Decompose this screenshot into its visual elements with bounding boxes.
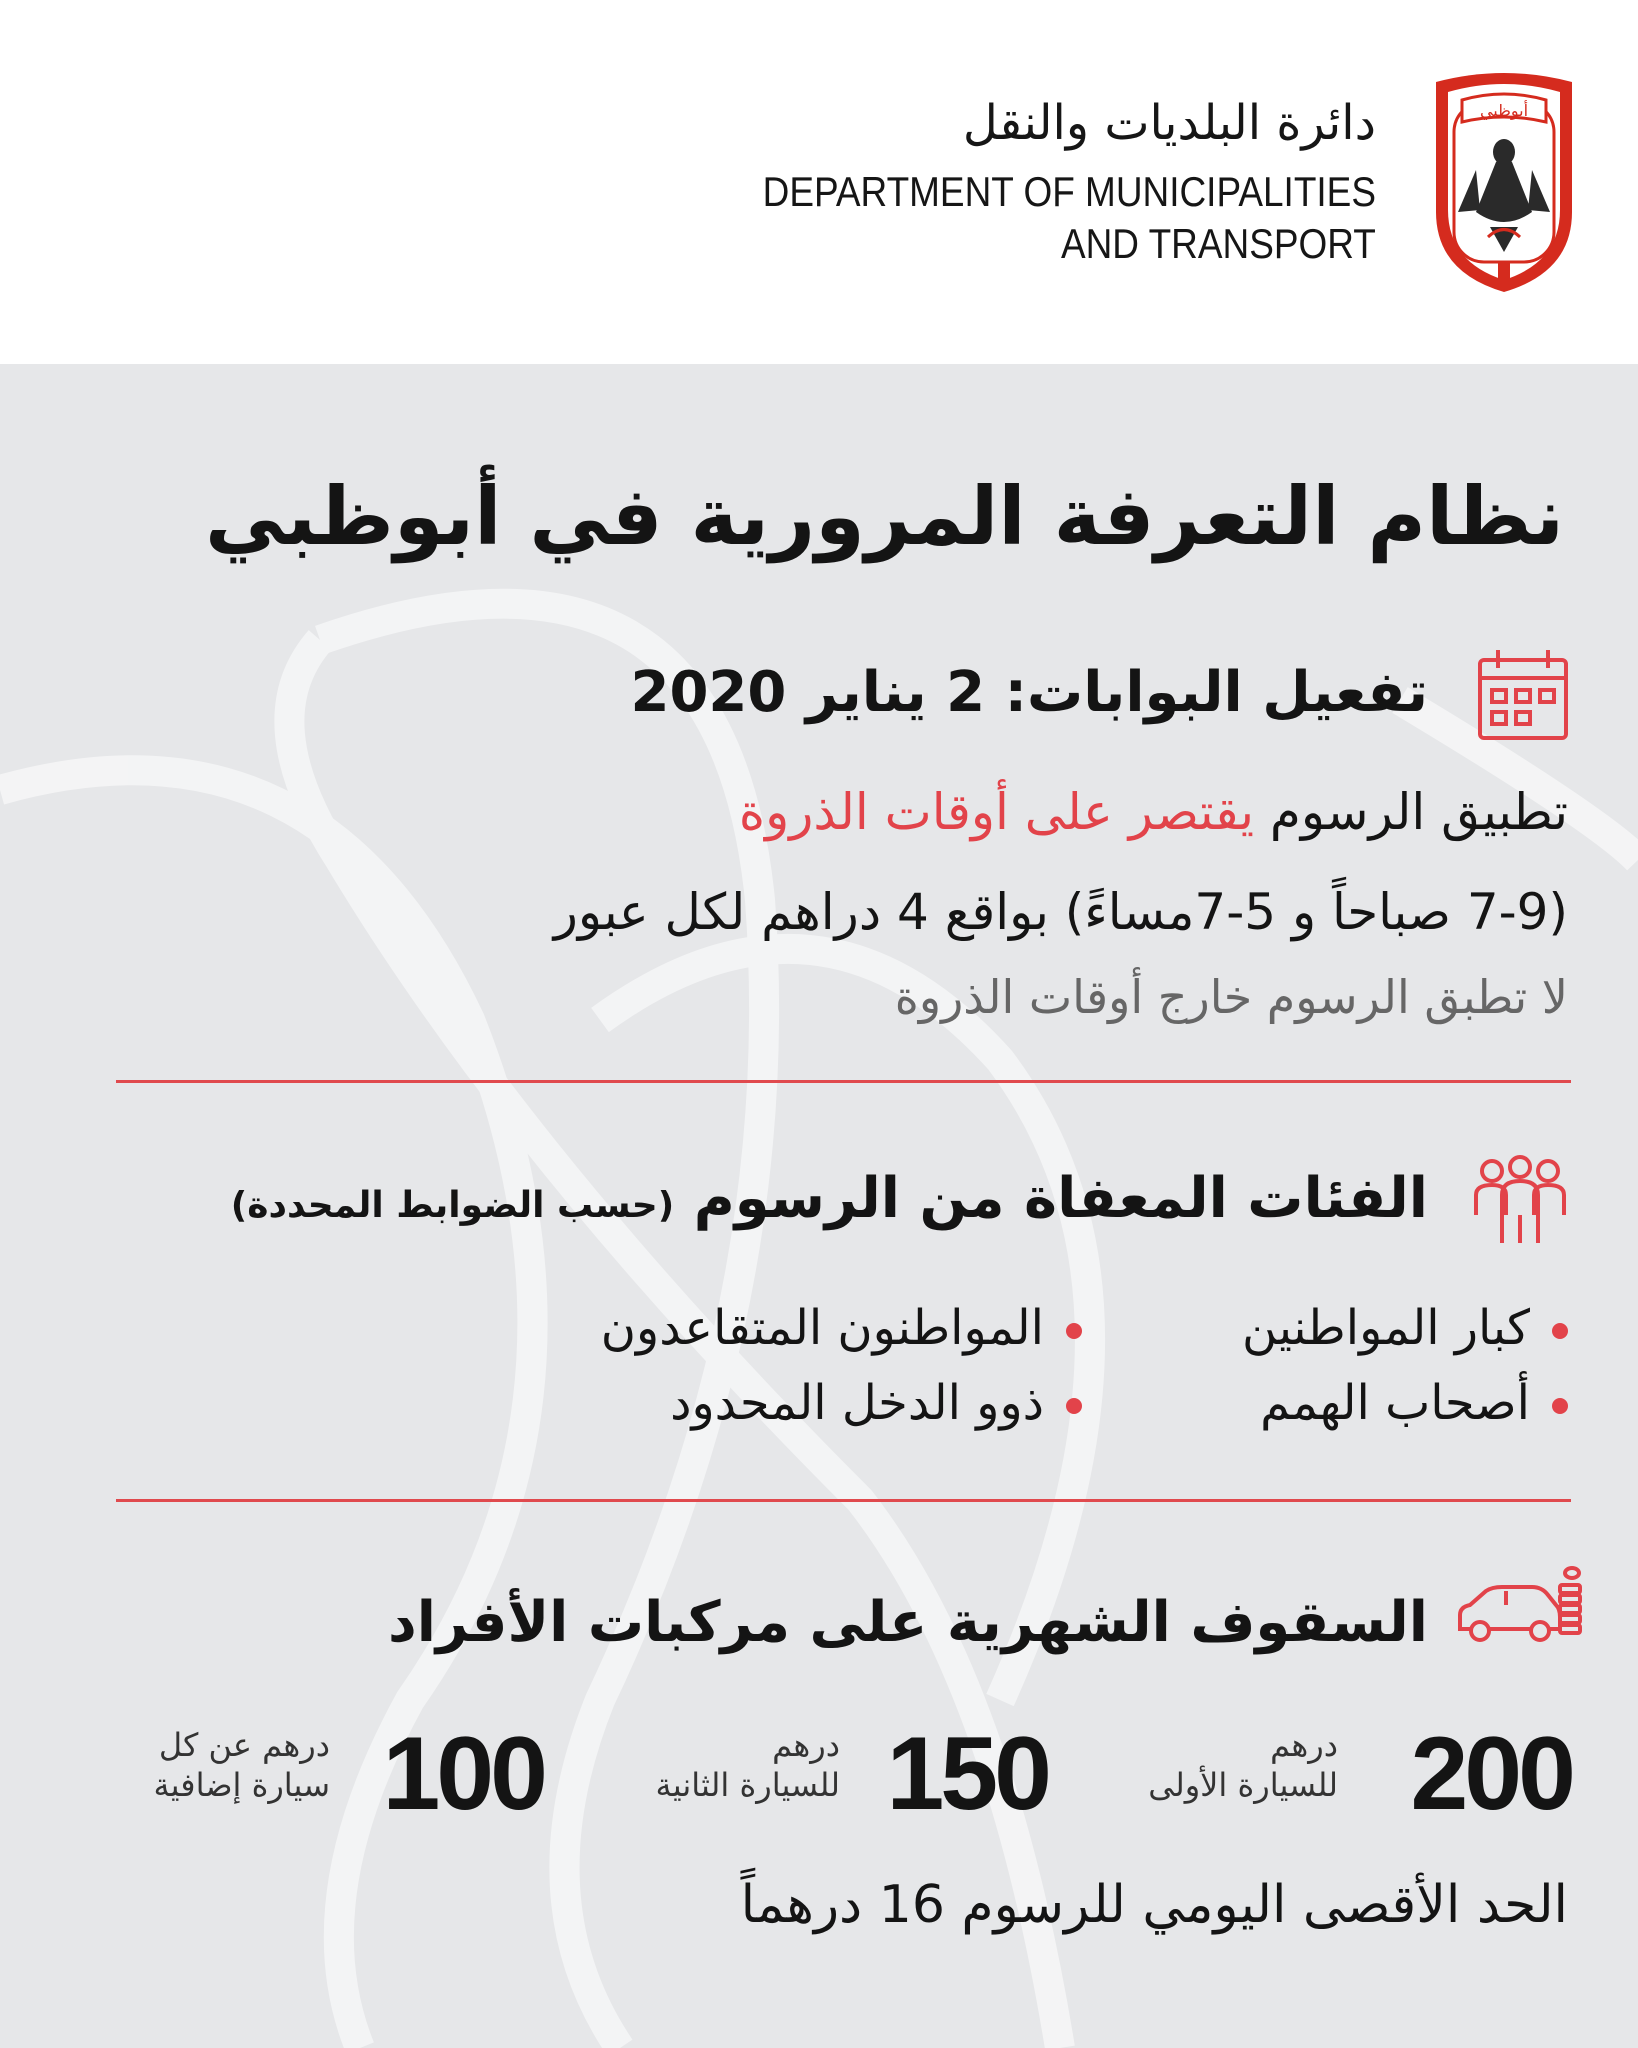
bullet-dot xyxy=(1066,1398,1082,1414)
bullet-dot xyxy=(1552,1398,1568,1414)
page-title: نظام التعرفة المرورية في أبوظبي xyxy=(204,470,1564,563)
gates-activation-heading: تفعيل البوابات: 2 يناير 2020 xyxy=(630,660,1428,725)
cap-description: سيارة إضافية xyxy=(153,1766,330,1804)
exempt-heading-text: الفئات المعفاة من الرسوم xyxy=(693,1166,1428,1231)
section-divider xyxy=(116,1499,1571,1502)
cap-currency: درهم عن كل xyxy=(158,1726,330,1764)
cap-currency: درهم xyxy=(772,1726,840,1764)
cap-amount-second-car: 150 xyxy=(886,1716,1048,1832)
exempt-item-label: كبار المواطنين xyxy=(1242,1300,1530,1356)
exempt-item xyxy=(670,1375,1082,1431)
exempt-heading-note: (حسب الضوابط المحددة) xyxy=(230,1185,675,1226)
section-divider xyxy=(116,1080,1571,1083)
fees-peak-prefix: تطبيق الرسوم xyxy=(1269,783,1568,841)
cap-amount-additional-car: 100 xyxy=(382,1716,544,1832)
exempt-item xyxy=(1242,1300,1568,1356)
fees-peak-highlight: يقتصر على أوقات الذروة xyxy=(738,783,1254,841)
cap-label-first-car xyxy=(1148,1725,1338,1805)
cap-currency: درهم xyxy=(1270,1726,1338,1764)
exempt-item-label: ذوو الدخل المحدود xyxy=(670,1375,1044,1431)
cap-amount-first-car: 200 xyxy=(1410,1716,1572,1832)
emblem-text: أبوظبي xyxy=(1479,101,1529,120)
off-peak-note: لا تطبق الرسوم خارج أوقات الذروة xyxy=(894,970,1568,1024)
cap-description: للسيارة الثانية xyxy=(655,1766,840,1804)
car-coins-icon xyxy=(1456,1565,1582,1649)
org-name-english-line2: AND TRANSPORT xyxy=(1061,220,1376,267)
cap-label-second-car xyxy=(656,1725,840,1805)
org-name-english-line1: DEPARTMENT OF MUNICIPALITIES xyxy=(762,168,1376,215)
org-name-arabic: دائرة البلديات والنقل xyxy=(962,95,1376,151)
exempt-item-label: المواطنون المتقاعدون xyxy=(600,1300,1044,1356)
monthly-caps-heading: السقوف الشهرية على مركبات الأفراد xyxy=(388,1590,1428,1655)
exempt-categories-heading xyxy=(231,1166,1428,1231)
daily-maximum-text: الحد الأقصى اليومي للرسوم 16 درهماً xyxy=(740,1875,1568,1935)
peak-hours-text: (7-9 صباحاً و 5-7مساءً) بواقع 4 دراهم لكل عبور xyxy=(553,883,1568,941)
people-icon xyxy=(1470,1155,1570,1247)
fees-peak-text xyxy=(739,783,1568,841)
bullet-dot xyxy=(1066,1323,1082,1339)
exempt-item xyxy=(1260,1375,1568,1431)
cap-label-additional-car xyxy=(153,1725,330,1805)
header xyxy=(0,0,1638,364)
exempt-item-label: أصحاب الهمم xyxy=(1260,1375,1530,1431)
abu-dhabi-falcon-emblem xyxy=(1428,62,1580,298)
bullet-dot xyxy=(1552,1323,1568,1339)
calendar-icon xyxy=(1476,648,1570,742)
cap-description: للسيارة الأولى xyxy=(1148,1766,1338,1804)
exempt-item xyxy=(601,1300,1082,1356)
